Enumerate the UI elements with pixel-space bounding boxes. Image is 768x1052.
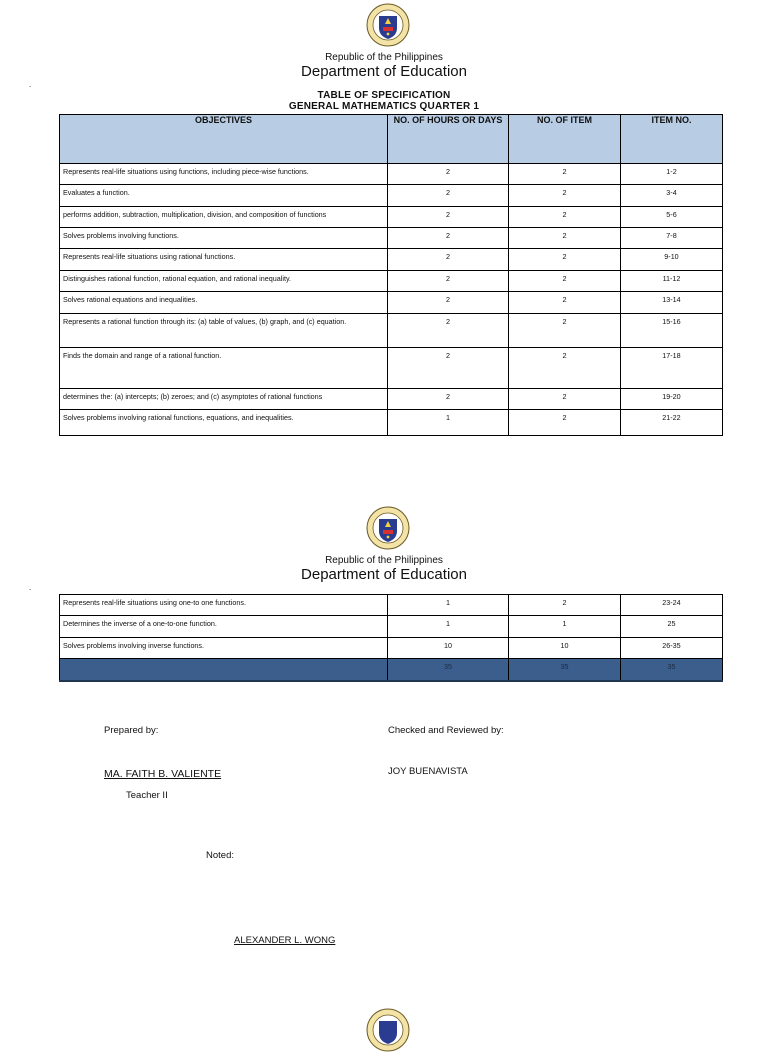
objective-cell: Solves rational equations and inequalities. [60,292,388,314]
prepared-by-name: MA. FAITH B. VALIENTE [104,768,222,780]
col-hours: NO. OF HOURS OR DAYS [388,115,509,164]
objective-cell: Determines the inverse of a one-to-one function. [60,616,388,638]
table-row [60,292,723,314]
objective-cell: Represents real-life situations using functions, including piece-wise functions. [60,164,388,185]
hours-cell: 2 [388,348,509,389]
objective-cell: Distinguishes rational function, rational equation, and rational inequality. [60,271,388,292]
total-row [60,659,723,681]
table-row [60,164,723,185]
hours-cell: 1 [388,595,509,616]
item-no-cell: 19-20 [621,389,723,410]
items-cell: 10 [509,638,621,659]
deped-seal-icon [366,3,410,47]
items-cell: 2 [509,389,621,410]
deped-seal-icon [366,506,410,550]
items-cell: 2 [509,249,621,271]
item-no-cell: 26-35 [621,638,723,659]
hours-cell: 2 [388,228,509,249]
objective-cell: Represents real-life situations using rational functions. [60,249,388,271]
department-title: Department of Education [301,63,467,80]
hours-cell: 2 [388,185,509,207]
items-cell: 2 [509,207,621,228]
table-row [60,314,723,348]
table-row [60,595,723,616]
republic-line: Republic of the Philippines [325,52,443,63]
item-no-cell: 11-12 [621,271,723,292]
col-item-no: ITEM NO. [621,115,723,164]
table-row [60,638,723,659]
page-marker: . [29,80,32,89]
hours-cell: 1 [388,410,509,436]
items-cell: 1 [509,616,621,638]
col-objectives: OBJECTIVES [60,115,388,164]
objective-cell: Solves problems involving inverse functions. [60,638,388,659]
col-items: NO. OF ITEM [509,115,621,164]
republic-line: Republic of the Philippines [325,555,443,566]
items-cell: 2 [509,314,621,348]
item-no-cell: 13-14 [621,292,723,314]
items-cell: 2 [509,348,621,389]
tos-title: TABLE OF SPECIFICATION [317,90,451,101]
item-no-cell: 5-6 [621,207,723,228]
items-cell: 2 [509,410,621,436]
hours-cell: 2 [388,249,509,271]
prepared-by-label: Prepared by: [104,725,159,736]
item-no-cell: 21-22 [621,410,723,436]
objective-cell: determines the: (a) intercepts; (b) zeroes; and (c) asymptotes of rational functions [60,389,388,410]
hours-cell: 10 [388,638,509,659]
table-row [60,616,723,638]
tos-subtitle: GENERAL MATHEMATICS QUARTER 1 [288,101,480,112]
item-no-cell: 23-24 [621,595,723,616]
hours-cell: 2 [388,164,509,185]
hours-cell: 2 [388,292,509,314]
objective-cell: Finds the domain and range of a rational function. [60,348,388,389]
table-header-row [60,115,723,164]
tos-table-continued [59,594,723,682]
item-no-cell: 9-10 [621,249,723,271]
table-row [60,348,723,389]
checked-by-name: JOY BUENAVISTA [388,766,468,777]
objective-cell: Represents a rational function through its: (a) table of values, (b) graph, and (c) equation. [60,314,388,348]
hours-cell: 2 [388,207,509,228]
table-row [60,271,723,292]
item-no-cell: 7-8 [621,228,723,249]
table-row [60,389,723,410]
items-cell: 2 [509,228,621,249]
noted-label: Noted: [206,850,234,861]
total-item-no-cell: 35 [621,659,723,681]
items-cell: 2 [509,292,621,314]
prepared-by-title: Teacher II [126,790,168,801]
items-cell: 2 [509,164,621,185]
total-hours-cell: 35 [388,659,509,681]
table-row [60,207,723,228]
objective-cell: Solves problems involving rational functions, equations, and inequalities. [60,410,388,436]
total-label-cell [60,659,388,681]
hours-cell: 2 [388,389,509,410]
noted-by-name: ALEXANDER L. WONG [234,935,336,946]
hours-cell: 2 [388,314,509,348]
objective-cell: Solves problems involving functions. [60,228,388,249]
department-title: Department of Education [301,566,467,583]
item-no-cell: 3-4 [621,185,723,207]
checked-by-label: Checked and Reviewed by: [388,725,504,736]
total-items-cell: 35 [509,659,621,681]
item-no-cell: 25 [621,616,723,638]
hours-cell: 1 [388,616,509,638]
objective-cell: performs addition, subtraction, multiplication, division, and composition of functions [60,207,388,228]
deped-seal-icon [366,1008,410,1052]
items-cell: 2 [509,271,621,292]
item-no-cell: 1-2 [621,164,723,185]
table-row [60,249,723,271]
item-no-cell: 15-16 [621,314,723,348]
page-marker: . [29,583,32,592]
tos-table [59,114,723,436]
items-cell: 2 [509,185,621,207]
table-row [60,228,723,249]
item-no-cell: 17-18 [621,348,723,389]
items-cell: 2 [509,595,621,616]
objective-cell: Represents real-life situations using one-to one functions. [60,595,388,616]
table-row [60,185,723,207]
hours-cell: 2 [388,271,509,292]
table-row [60,410,723,436]
objective-cell: Evaluates a function. [60,185,388,207]
